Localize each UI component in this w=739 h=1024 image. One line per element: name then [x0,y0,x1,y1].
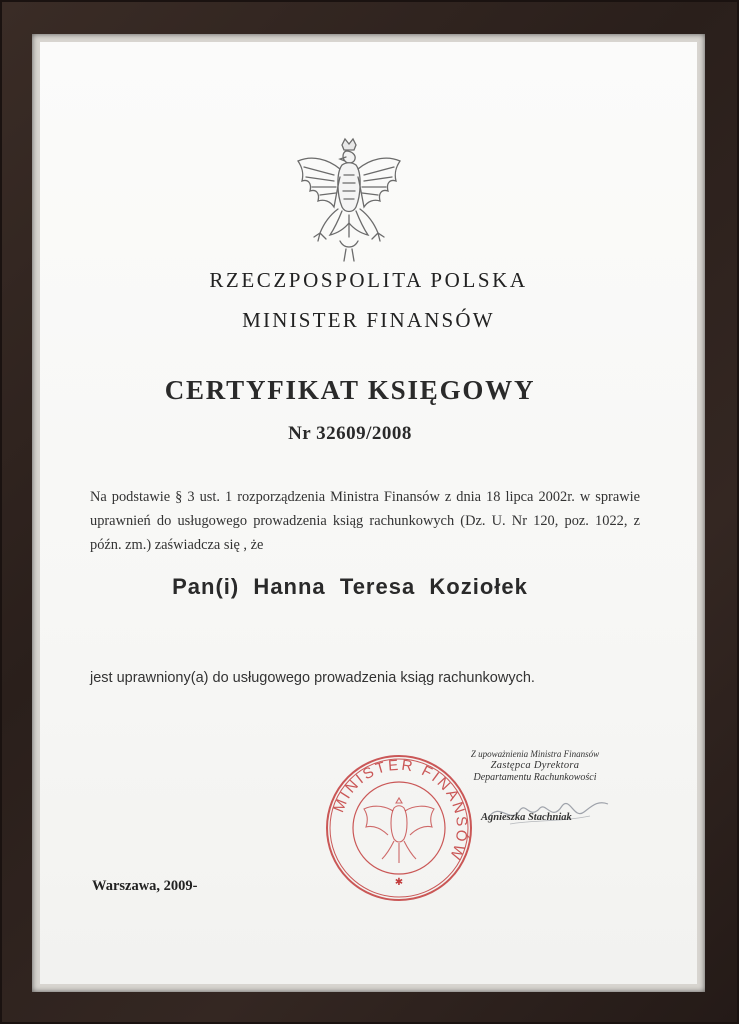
stamp-star-icon: ✱ [394,877,404,888]
polish-eagle-emblem-icon [290,137,408,267]
stamp-text: MINISTER FINANSÓW [330,756,471,864]
entitlement-statement: jest uprawniony(a) do usługowego prowadzenia ksiąg rachunkowych. [90,670,535,686]
recipient-name: Pan(i) Hanna Teresa Koziołek [172,574,528,599]
certificate-paper [40,42,697,984]
signatory-name: Agnieszka Stachniak [481,812,572,823]
authorization-line-1: Z upoważnienia Ministra Finansów [470,749,600,759]
certificate-number: Nr 32609/2008 [288,423,412,444]
ministry-heading: MINISTER FINANSÓW [242,308,495,332]
republic-heading: RZECZPOSPOLITA POLSKA [209,268,528,292]
authorization-block [440,748,630,784]
authorization-line-3: Departamentu Rachunkowości [473,772,597,783]
place-date: Warszawa, 2009- [92,878,198,894]
legal-basis-text: Na podstawie § 3 ust. 1 rozporządzenia Ministra Finansów z dnia 18 lipca 2002r. w sprawie uprawnień do usługowego prowadzenia ksiąg rachunkowych (Dz. U. Nr 120, poz. 1022, z późn. zm.) zaświadcza się , że [90,489,640,553]
authorization-line-2: Zastępca Dyrektora [490,760,580,771]
handwritten-signature [480,790,615,830]
certificate-title: CERTYFIKAT KSIĘGOWY [164,375,536,405]
